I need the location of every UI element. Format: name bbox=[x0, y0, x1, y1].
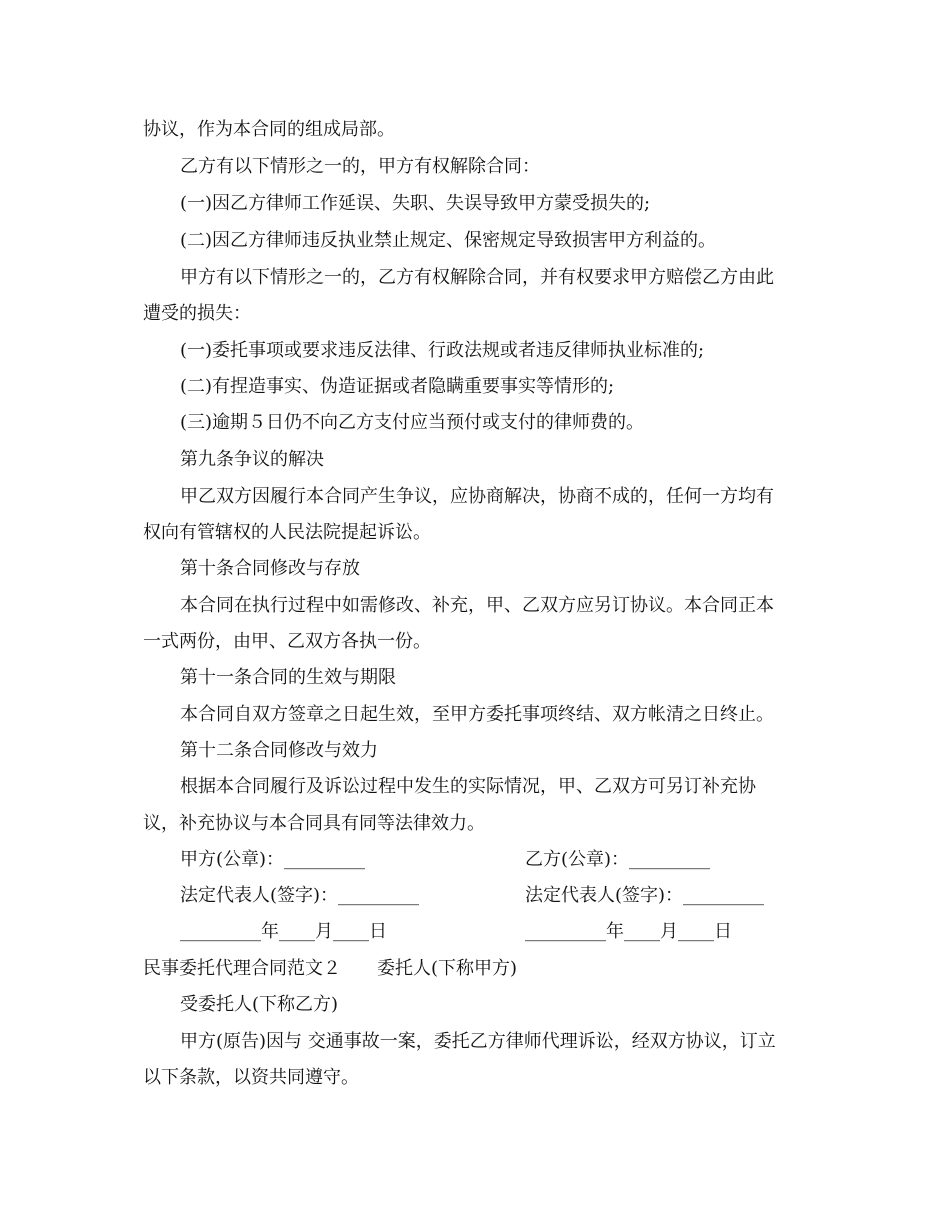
paragraph-line: (一)委托事项或要求违反法律、行政法规或者违反律师执业标准的; bbox=[180, 340, 705, 361]
party-b-date-field: _________年____月____日 bbox=[525, 921, 732, 942]
paragraph-line: (三)逾期５日仍不向乙方支付应当预付或支付的律师费的。 bbox=[180, 412, 645, 433]
section-heading: 第十一条合同的生效与期限 bbox=[180, 667, 396, 688]
paragraph-line: 甲方(原告)因与 交通事故一案，委托乙方律师代理诉讼，经双方协议，订立 bbox=[180, 1031, 776, 1052]
party-a-date-field: _________年____月____日 bbox=[180, 921, 387, 942]
party-a-seal-field: 甲方(公章)：_________ bbox=[180, 849, 366, 870]
paragraph-line: 乙方有以下情形之一的，甲方有权解除合同： bbox=[180, 156, 540, 177]
section-heading: 第十条合同修改与存放 bbox=[180, 558, 360, 579]
section-heading: 第九条争议的解决 bbox=[180, 449, 324, 470]
paragraph-line: 以下条款，以资共同遵守。 bbox=[143, 1067, 359, 1088]
party-b-representative-field: 法定代表人(签字)：_________ bbox=[525, 885, 765, 906]
paragraph-line: 本合同在执行过程中如需修改、补充，甲、乙双方应另订协议。本合同正本 bbox=[180, 595, 774, 616]
paragraph-line: (二)有捏造事实、伪造证据或者隐瞒重要事实等情形的; bbox=[180, 376, 615, 397]
paragraph-line: 议，补充协议与本合同具有同等法律效力。 bbox=[143, 813, 485, 834]
party-a-representative-field: 法定代表人(签字)：_________ bbox=[180, 885, 420, 906]
paragraph-line: 一式两份，由甲、乙双方各执一份。 bbox=[143, 631, 431, 652]
paragraph-line: 甲方有以下情形之一的，乙方有权解除合同，并有权要求甲方赔偿乙方由此 bbox=[180, 267, 774, 288]
paragraph-line: 遭受的损失： bbox=[143, 303, 251, 324]
party-b-seal-field: 乙方(公章)：_________ bbox=[525, 849, 711, 870]
paragraph-line: 根据本合同履行及诉讼过程中发生的实际情况，甲、乙双方可另订补充协 bbox=[180, 776, 756, 797]
section-heading: 第十二条合同修改与效力 bbox=[180, 740, 378, 761]
paragraph-line: 本合同自双方签章之日起生效，至甲方委托事项终结、双方帐清之日终止。 bbox=[180, 704, 774, 725]
paragraph-line: (一)因乙方律师工作延误、失职、失误导致甲方蒙受损失的; bbox=[180, 193, 651, 214]
paragraph-line: 受委托人(下称乙方) bbox=[180, 994, 339, 1015]
paragraph-line: 权向有管辖权的人民法院提起诉讼。 bbox=[143, 522, 431, 543]
paragraph-line: 甲乙双方因履行本合同产生争议，应协商解决，协商不成的，任何一方均有 bbox=[180, 486, 774, 507]
paragraph-line: (二)因乙方律师违反执业禁止规定、保密规定导致损害甲方利益的。 bbox=[180, 230, 717, 251]
contract-title-line: 民事委托代理合同范文２ 委托人(下称甲方) bbox=[143, 958, 518, 979]
paragraph-line: 协议，作为本合同的组成局部。 bbox=[143, 119, 395, 140]
